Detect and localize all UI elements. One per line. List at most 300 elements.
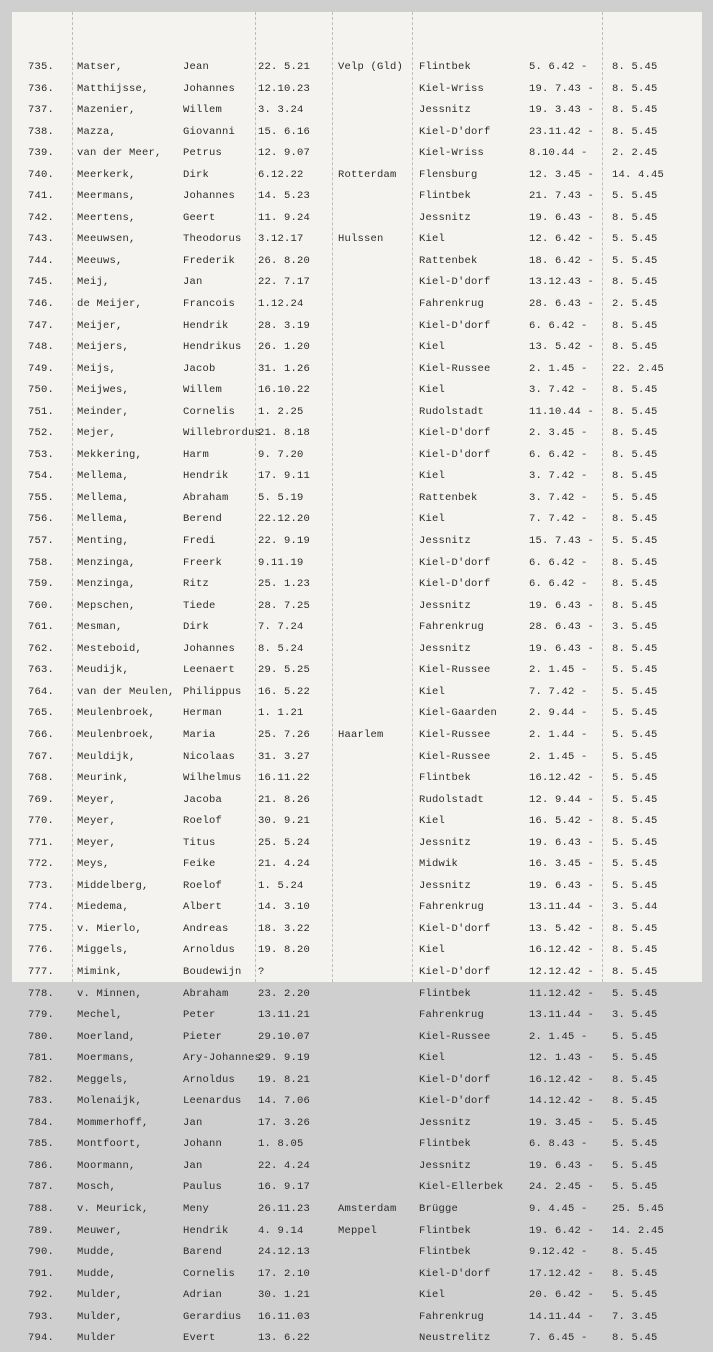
cell-num: 782. [28, 1073, 55, 1086]
cell-dob: 24.12.13 [258, 1246, 311, 1259]
cell-camp: Kiel [419, 513, 446, 526]
cell-surname: Miggels, [77, 944, 130, 957]
cell-dob: 30. 1.21 [258, 1289, 311, 1302]
cell-from: 2. 1.45 - [529, 664, 588, 677]
cell-num: 745. [28, 276, 55, 289]
cell-num: 778. [28, 987, 55, 1000]
cell-to: 5. 5.45 [612, 254, 658, 267]
cell-dob: 16. 5.22 [258, 685, 311, 698]
cell-num: 757. [28, 535, 55, 548]
cell-place: Meppel [338, 1224, 378, 1237]
cell-dob: 26. 8.20 [258, 254, 311, 267]
cell-to: 2. 5.45 [612, 298, 658, 311]
cell-given: Tiede [183, 599, 216, 612]
cell-camp: Kiel-Russee [419, 362, 491, 375]
cell-surname: Meyer, [77, 836, 117, 849]
register-row [12, 210, 702, 232]
cell-surname: Mosch, [77, 1181, 117, 1194]
cell-given: Fredi [183, 535, 216, 548]
cell-surname: Mudde, [77, 1246, 117, 1259]
cell-dob: 25. 5.24 [258, 836, 311, 849]
register-row [12, 1158, 702, 1180]
cell-camp: Jessnitz [419, 836, 472, 849]
register-row [12, 296, 702, 318]
cell-dob: 30. 9.21 [258, 815, 311, 828]
cell-from: 12. 9.44 - [529, 793, 595, 806]
cell-surname: Mulder, [77, 1289, 123, 1302]
register-row [12, 878, 702, 900]
cell-from: 2. 1.45 - [529, 750, 588, 763]
cell-surname: v. Minnen, [77, 987, 143, 1000]
cell-num: 739. [28, 147, 55, 160]
cell-surname: Mommerhoff, [77, 1116, 149, 1129]
register-row [12, 1072, 702, 1094]
cell-camp: Kiel-D'dorf [419, 556, 491, 569]
cell-given: Johannes [183, 190, 236, 203]
cell-num: 792. [28, 1289, 55, 1302]
register-row [12, 813, 702, 835]
cell-dob: 14. 5.23 [258, 190, 311, 203]
cell-surname: Mejer, [77, 427, 117, 440]
cell-given: Philippus [183, 685, 242, 698]
register-row [12, 1029, 702, 1051]
cell-to: 5. 5.45 [612, 1116, 658, 1129]
cell-num: 765. [28, 707, 55, 720]
cell-surname: Meermans, [77, 190, 136, 203]
cell-given: Gerardius [183, 1310, 242, 1323]
cell-from: 2. 1.45 - [529, 362, 588, 375]
register-row [12, 619, 702, 641]
cell-from: 14.11.44 - [529, 1310, 595, 1323]
cell-dob: 21. 4.24 [258, 858, 311, 871]
cell-dob: 13.11.21 [258, 1009, 311, 1022]
cell-from: 20. 6.42 - [529, 1289, 595, 1302]
cell-given: Hendrik [183, 470, 229, 483]
cell-surname: van der Meulen, [77, 685, 175, 698]
cell-num: 762. [28, 642, 55, 655]
register-row [12, 404, 702, 426]
cell-to: 8. 5.45 [612, 556, 658, 569]
cell-dob: 25. 7.26 [258, 728, 311, 741]
register-row [12, 1136, 702, 1158]
cell-to: 5. 5.45 [612, 879, 658, 892]
cell-camp: Kiel-Wriss [419, 82, 485, 95]
cell-dob: 1. 1.21 [258, 707, 304, 720]
cell-num: 746. [28, 298, 55, 311]
cell-from: 16.12.42 - [529, 944, 595, 957]
cell-given: Peter [183, 1009, 216, 1022]
cell-dob: 7. 7.24 [258, 621, 304, 634]
register-row [12, 727, 702, 749]
register-row [12, 921, 702, 943]
cell-to: 5. 5.45 [612, 1052, 658, 1065]
cell-dob: 8. 5.24 [258, 642, 304, 655]
cell-given: Johannes [183, 82, 236, 95]
cell-camp: Kiel-Russee [419, 728, 491, 741]
register-row [12, 1309, 702, 1331]
cell-surname: van der Meer, [77, 147, 162, 160]
cell-from: 13.12.43 - [529, 276, 595, 289]
cell-num: 750. [28, 384, 55, 397]
cell-num: 760. [28, 599, 55, 612]
cell-from: 2. 3.45 - [529, 427, 588, 440]
cell-place: Rotterdam [338, 168, 397, 181]
cell-camp: Rudolstadt [419, 793, 485, 806]
cell-num: 752. [28, 427, 55, 440]
cell-surname: Meulenbroek, [77, 728, 156, 741]
cell-dob: 22. 5.21 [258, 61, 311, 73]
cell-num: 789. [28, 1224, 55, 1237]
register-row [12, 253, 702, 275]
cell-surname: Montfoort, [77, 1138, 143, 1151]
cell-given: Jean [183, 61, 210, 73]
cell-camp: Kiel-D'dorf [419, 427, 491, 440]
cell-dob: 22. 9.19 [258, 535, 311, 548]
cell-camp: Flintbek [419, 772, 472, 785]
cell-camp: Kiel [419, 944, 446, 957]
cell-from: 3. 7.42 - [529, 384, 588, 397]
cell-given: Barend [183, 1246, 223, 1259]
cell-from: 6. 6.42 - [529, 448, 588, 461]
cell-from: 28. 6.43 - [529, 621, 595, 634]
cell-given: Andreas [183, 922, 229, 935]
cell-to: 8. 5.45 [612, 405, 658, 418]
register-row [12, 447, 702, 469]
cell-camp: Kiel [419, 1052, 446, 1065]
cell-dob: 19. 8.20 [258, 944, 311, 957]
cell-surname: Meuldijk, [77, 750, 136, 763]
cell-to: 8. 5.45 [612, 448, 658, 461]
cell-camp: Jessnitz [419, 642, 472, 655]
register-row [12, 770, 702, 792]
cell-given: Abraham [183, 491, 229, 504]
register-row [12, 145, 702, 167]
cell-given: Dirk [183, 168, 210, 181]
cell-surname: Moormann, [77, 1159, 136, 1172]
cell-from: 21. 7.43 - [529, 190, 595, 203]
cell-dob: 13. 6.22 [258, 1332, 311, 1345]
cell-dob: 15. 6.16 [258, 125, 311, 138]
cell-camp: Kiel [419, 341, 446, 354]
cell-dob: 26. 1.20 [258, 341, 311, 354]
cell-to: 7. 3.45 [612, 1310, 658, 1323]
cell-num: 753. [28, 448, 55, 461]
cell-num: 741. [28, 190, 55, 203]
cell-from: 19. 7.43 - [529, 82, 595, 95]
cell-dob: 28. 3.19 [258, 319, 311, 332]
register-row [12, 231, 702, 253]
cell-camp: Kiel-Ellerbek [419, 1181, 504, 1194]
cell-surname: Mulder [77, 1332, 117, 1345]
cell-camp: Kiel [419, 1289, 446, 1302]
cell-camp: Fahrenkrug [419, 1009, 485, 1022]
cell-given: Albert [183, 901, 223, 914]
cell-num: 738. [28, 125, 55, 138]
cell-camp: Midwik [419, 858, 459, 871]
cell-surname: Mesman, [77, 621, 123, 634]
cell-camp: Kiel [419, 815, 446, 828]
cell-num: 763. [28, 664, 55, 677]
cell-given: Titus [183, 836, 216, 849]
cell-surname: v. Meurick, [77, 1202, 149, 1215]
cell-from: 5. 6.42 - [529, 61, 588, 73]
cell-dob: 4. 9.14 [258, 1224, 304, 1237]
cell-from: 19. 3.45 - [529, 1116, 595, 1129]
cell-from: 23.11.42 - [529, 125, 595, 138]
cell-to: 5. 5.45 [612, 685, 658, 698]
register-row [12, 59, 702, 81]
cell-camp: Kiel-D'dorf [419, 319, 491, 332]
cell-num: 767. [28, 750, 55, 763]
cell-surname: Menzinga, [77, 578, 136, 591]
cell-given: Cornelis [183, 1267, 236, 1280]
cell-from: 13.11.44 - [529, 1009, 595, 1022]
cell-camp: Flintbek [419, 61, 472, 73]
cell-given: Adrian [183, 1289, 223, 1302]
cell-num: 740. [28, 168, 55, 181]
cell-camp: Kiel-D'dorf [419, 1095, 491, 1108]
cell-surname: Mesteboid, [77, 642, 143, 655]
cell-to: 8. 5.45 [612, 319, 658, 332]
cell-from: 19. 3.43 - [529, 104, 595, 117]
register-row [12, 511, 702, 533]
cell-camp: Flintbek [419, 1246, 472, 1259]
cell-given: Nicolaas [183, 750, 236, 763]
cell-given: Willem [183, 104, 223, 117]
cell-to: 8. 5.45 [612, 82, 658, 95]
cell-num: 784. [28, 1116, 55, 1129]
cell-num: 785. [28, 1138, 55, 1151]
cell-given: Francois [183, 298, 236, 311]
register-row [12, 986, 702, 1008]
cell-from: 8.10.44 - [529, 147, 588, 160]
cell-dob: 17. 2.10 [258, 1267, 311, 1280]
register-row [12, 339, 702, 361]
cell-camp: Fahrenkrug [419, 901, 485, 914]
cell-camp: Flintbek [419, 190, 472, 203]
cell-given: Hendrik [183, 319, 229, 332]
cell-from: 18. 6.42 - [529, 254, 595, 267]
cell-place: Haarlem [338, 728, 384, 741]
register-row [12, 662, 702, 684]
cell-num: 761. [28, 621, 55, 634]
cell-dob: 28. 7.25 [258, 599, 311, 612]
cell-given: Maria [183, 728, 216, 741]
cell-from: 19. 6.42 - [529, 1224, 595, 1237]
cell-given: Dirk [183, 621, 210, 634]
cell-dob: 21. 8.18 [258, 427, 311, 440]
cell-camp: Brügge [419, 1202, 459, 1215]
register-row [12, 641, 702, 663]
cell-dob: 16.11.22 [258, 772, 311, 785]
cell-num: 783. [28, 1095, 55, 1108]
cell-to: 14. 2.45 [612, 1224, 665, 1237]
cell-dob: 16.11.03 [258, 1310, 311, 1323]
cell-camp: Fahrenkrug [419, 621, 485, 634]
cell-camp: Fahrenkrug [419, 298, 485, 311]
cell-given: Roelof [183, 815, 223, 828]
register-row [12, 705, 702, 727]
cell-from: 6. 6.42 - [529, 578, 588, 591]
cell-from: 24. 2.45 - [529, 1181, 595, 1194]
cell-camp: Kiel-Wriss [419, 147, 485, 160]
cell-from: 7. 6.45 - [529, 1332, 588, 1345]
cell-surname: Mellema, [77, 470, 130, 483]
cell-surname: Mulder, [77, 1310, 123, 1323]
cell-to: 8. 5.45 [612, 944, 658, 957]
cell-num: 743. [28, 233, 55, 246]
cell-given: Jan [183, 276, 203, 289]
cell-camp: Flensburg [419, 168, 478, 181]
cell-camp: Jessnitz [419, 104, 472, 117]
cell-camp: Kiel-Gaarden [419, 707, 498, 720]
cell-camp: Flintbek [419, 1224, 472, 1237]
cell-to: 8. 5.45 [612, 1095, 658, 1108]
cell-num: 788. [28, 1202, 55, 1215]
cell-to: 5. 5.45 [612, 233, 658, 246]
cell-camp: Kiel [419, 384, 446, 397]
cell-given: Leenaert [183, 664, 236, 677]
cell-num: 749. [28, 362, 55, 375]
cell-from: 14.12.42 - [529, 1095, 595, 1108]
cell-surname: Meinder, [77, 405, 130, 418]
cell-from: 16. 3.45 - [529, 858, 595, 871]
cell-dob: 11. 9.24 [258, 211, 311, 224]
cell-dob: 1. 5.24 [258, 879, 304, 892]
cell-num: 781. [28, 1052, 55, 1065]
cell-given: Jacob [183, 362, 216, 375]
cell-to: 8. 5.45 [612, 599, 658, 612]
cell-camp: Kiel-D'dorf [419, 922, 491, 935]
cell-to: 8. 5.45 [612, 125, 658, 138]
register-row [12, 598, 702, 620]
cell-num: 737. [28, 104, 55, 117]
cell-dob: 29.10.07 [258, 1030, 311, 1043]
cell-surname: Molenaijk, [77, 1095, 143, 1108]
cell-num: 773. [28, 879, 55, 892]
cell-surname: v. Mierlo, [77, 922, 143, 935]
cell-dob: 26.11.23 [258, 1202, 311, 1215]
cell-given: Arnoldus [183, 944, 236, 957]
cell-surname: Middelberg, [77, 879, 149, 892]
cell-given: Frederik [183, 254, 236, 267]
register-row [12, 382, 702, 404]
cell-num: 744. [28, 254, 55, 267]
cell-num: 766. [28, 728, 55, 741]
cell-given: Wilhelmus [183, 772, 242, 785]
cell-surname: Meeuwsen, [77, 233, 136, 246]
register-row [12, 749, 702, 771]
cell-from: 6. 6.42 - [529, 319, 588, 332]
cell-surname: Meijs, [77, 362, 117, 375]
cell-from: 9. 4.45 - [529, 1202, 588, 1215]
register-row [12, 1007, 702, 1029]
cell-num: 758. [28, 556, 55, 569]
cell-num: 780. [28, 1030, 55, 1043]
cell-given: Jan [183, 1159, 203, 1172]
cell-from: 7. 7.42 - [529, 513, 588, 526]
cell-from: 13. 5.42 - [529, 341, 595, 354]
cell-num: 748. [28, 341, 55, 354]
cell-camp: Jessnitz [419, 211, 472, 224]
cell-to: 5. 5.45 [612, 1138, 658, 1151]
cell-dob: 14. 7.06 [258, 1095, 311, 1108]
cell-dob: 1. 2.25 [258, 405, 304, 418]
cell-surname: Mudde, [77, 1267, 117, 1280]
cell-given: Meny [183, 1202, 210, 1215]
cell-to: 3. 5.45 [612, 621, 658, 634]
cell-surname: Meijer, [77, 319, 123, 332]
cell-from: 6. 8.43 - [529, 1138, 588, 1151]
cell-to: 5. 5.45 [612, 491, 658, 504]
cell-num: 768. [28, 772, 55, 785]
cell-to: 8. 5.45 [612, 815, 658, 828]
cell-to: 5. 5.45 [612, 987, 658, 1000]
cell-num: 754. [28, 470, 55, 483]
cell-dob: 22.12.20 [258, 513, 311, 526]
register-row [12, 1115, 702, 1137]
register-row [12, 1266, 702, 1288]
cell-given: Jacoba [183, 793, 223, 806]
cell-given: Petrus [183, 147, 223, 160]
cell-to: 14. 4.45 [612, 168, 665, 181]
cell-num: 756. [28, 513, 55, 526]
cell-from: 11.12.42 - [529, 987, 595, 1000]
cell-num: 755. [28, 491, 55, 504]
cell-to: 5. 5.45 [612, 1030, 658, 1043]
register-row [12, 490, 702, 512]
cell-to: 5. 5.45 [612, 793, 658, 806]
cell-surname: Miedema, [77, 901, 130, 914]
cell-dob: 17. 9.11 [258, 470, 311, 483]
cell-num: 779. [28, 1009, 55, 1022]
cell-dob: 3. 3.24 [258, 104, 304, 117]
register-row [12, 167, 702, 189]
cell-to: 8. 5.45 [612, 341, 658, 354]
register-list [12, 59, 702, 1352]
cell-surname: Mekkering, [77, 448, 143, 461]
cell-surname: Meeuws, [77, 254, 123, 267]
cell-to: 3. 5.45 [612, 1009, 658, 1022]
cell-given: Arnoldus [183, 1073, 236, 1086]
cell-to: 8. 5.45 [612, 470, 658, 483]
cell-surname: Meurink, [77, 772, 130, 785]
cell-camp: Kiel-Russee [419, 1030, 491, 1043]
cell-num: 794. [28, 1332, 55, 1345]
cell-dob: 25. 1.23 [258, 578, 311, 591]
register-row [12, 899, 702, 921]
cell-given: Harm [183, 448, 210, 461]
cell-camp: Kiel-Russee [419, 750, 491, 763]
cell-from: 6. 6.42 - [529, 556, 588, 569]
cell-to: 8. 5.45 [612, 276, 658, 289]
cell-to: 2. 2.45 [612, 147, 658, 160]
cell-to: 5. 5.45 [612, 664, 658, 677]
cell-to: 5. 5.45 [612, 858, 658, 871]
cell-dob: 22. 4.24 [258, 1159, 311, 1172]
cell-surname: Mellema, [77, 513, 130, 526]
cell-given: Abraham [183, 987, 229, 1000]
cell-given: Leenardus [183, 1095, 242, 1108]
cell-num: 769. [28, 793, 55, 806]
cell-dob: 16. 9.17 [258, 1181, 311, 1194]
cell-camp: Fahrenkrug [419, 1310, 485, 1323]
cell-to: 25. 5.45 [612, 1202, 665, 1215]
cell-camp: Kiel-D'dorf [419, 448, 491, 461]
cell-from: 3. 7.42 - [529, 491, 588, 504]
cell-surname: Moerland, [77, 1030, 136, 1043]
cell-camp: Kiel-Russee [419, 664, 491, 677]
